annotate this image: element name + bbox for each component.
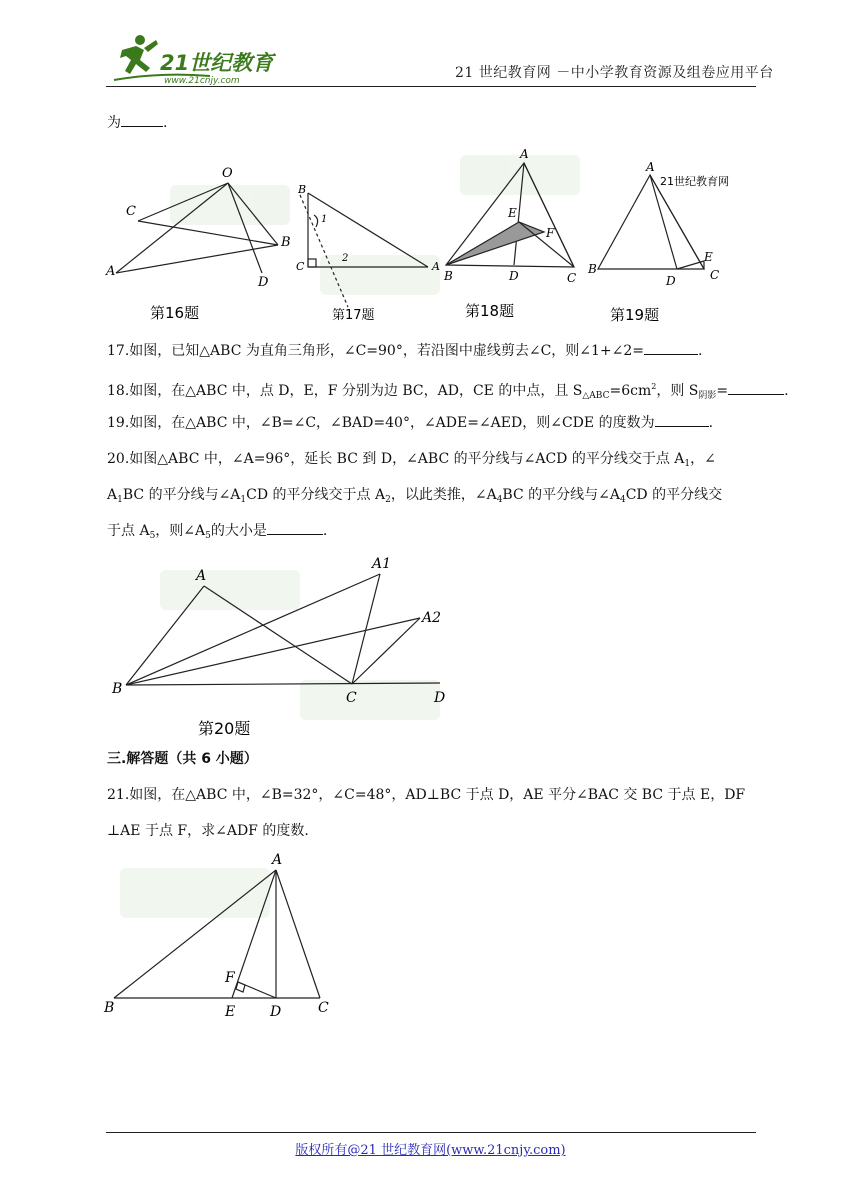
fig20-point-B: B <box>112 681 123 697</box>
fig18-point-D: D <box>509 269 519 283</box>
fig19-caption: 第19题 <box>610 306 660 324</box>
logo-url: www.21cnjy.com <box>164 76 240 86</box>
fig20-point-A: A <box>196 568 207 584</box>
footer-divider <box>106 1132 756 1133</box>
fig18-point-E: E <box>508 206 517 220</box>
fig18-point-A: A <box>520 147 529 161</box>
section-3-title: 三.解答题（共 6 小题） <box>107 751 258 767</box>
fig16-point-A: A <box>106 264 116 279</box>
fig21-point-D: D <box>270 1004 282 1020</box>
site-logo <box>100 28 300 88</box>
fig19-point-D: D <box>666 274 676 288</box>
fig16-point-D: D <box>258 275 269 290</box>
fig20-point-A2: A2 <box>422 610 442 626</box>
question-18: 18.如图，在△ABC 中，点 D，E，F 分别为边 BC，AD，CE 的中点，且 $S_{\triangle ABC}=6cm^2$，则 $S_{阴影}=$ . <box>107 382 789 401</box>
figure-19 <box>598 175 704 269</box>
fig21-point-E: E <box>225 1004 236 1020</box>
logo-text: 21世纪教育 <box>160 51 274 75</box>
site-title: 21 世纪教育网 －中小学教育资源及组卷应用平台 <box>455 65 774 81</box>
fig20-point-A1: A1 <box>372 556 392 572</box>
figure-21 <box>100 848 340 1023</box>
question-19: 19.如图，在△ABC 中，∠B=∠C，∠BAD=40°，∠ADE=∠AED，则∠CDE 的度数为 . <box>107 412 713 434</box>
footer-copyright-link[interactable]: 版权所有@21 世纪教育网(www.21cnjy.com) <box>295 1143 566 1158</box>
header-divider <box>106 86 756 87</box>
question-21-line2: ⊥AE 于点 F，求∠ADF 的度数. <box>107 823 309 839</box>
fig17-angle-2: 2 <box>342 253 349 264</box>
fig18-point-B: B <box>444 269 453 283</box>
fig19-watermark: 21世纪教育网 <box>660 175 729 188</box>
fig21-point-B: B <box>104 1000 115 1016</box>
fig16-point-C: C <box>126 204 136 219</box>
fig17-angle-1: 1 <box>321 214 328 225</box>
fig16-point-O: O <box>222 166 233 181</box>
fig19-point-E: E <box>704 250 713 264</box>
fig19-point-A: A <box>646 160 655 174</box>
fig19-point-C: C <box>710 268 720 282</box>
fig21-point-F: F <box>225 970 235 986</box>
fig18-point-C: C <box>567 271 577 285</box>
question-20-line2: $A_1BC$ 的平分线与$\angle A_1CD$ 的平分线交于点 $A_2$，以此类推，$\angle A_4BC$ 的平分线与$\angle A_4CD$ 的平分线交 <box>107 487 723 505</box>
fig18-caption: 第18题 <box>465 302 515 320</box>
fig20-point-C: C <box>346 690 357 706</box>
fig16-point-B: B <box>281 235 291 250</box>
fig21-point-C: C <box>318 1000 329 1016</box>
fig17-point-A: A <box>432 260 440 273</box>
fig20-point-D: D <box>434 690 446 706</box>
question-21-line1: 21.如图，在△ABC 中，∠B=32°，∠C=48°，AD⊥BC 于点 D，AE 平分∠BAC 交 BC 于点 E，DF <box>107 787 746 803</box>
q16-tail: 为 . <box>107 112 167 134</box>
fig21-point-A: A <box>272 852 283 868</box>
fig16-caption: 第16题 <box>150 304 200 322</box>
figure-20 <box>100 550 470 745</box>
fig18-point-F: F <box>546 226 555 240</box>
question-20-line1: 20.如图△ABC 中，∠A=96°，延长 BC 到 D，∠ABC 的平分线与∠ACD 的平分线交于点 $A_1$，∠ <box>107 451 716 469</box>
figures-row-16-19 <box>100 145 740 330</box>
question-17: 17.如图，已知△ABC 为直角三角形，∠C=90°，若沿图中虚线剪去∠C，则∠1+∠2= . <box>107 340 702 362</box>
fig17-point-B: B <box>298 183 307 196</box>
fig19-point-B: B <box>588 262 597 276</box>
fig17-point-C: C <box>296 260 305 273</box>
fig20-caption: 第20题 <box>198 719 251 738</box>
fig17-caption: 第17题 <box>332 308 375 323</box>
question-20-line3: 于点 $A_5$，则$\angle A_5$的大小是 . <box>107 520 327 547</box>
